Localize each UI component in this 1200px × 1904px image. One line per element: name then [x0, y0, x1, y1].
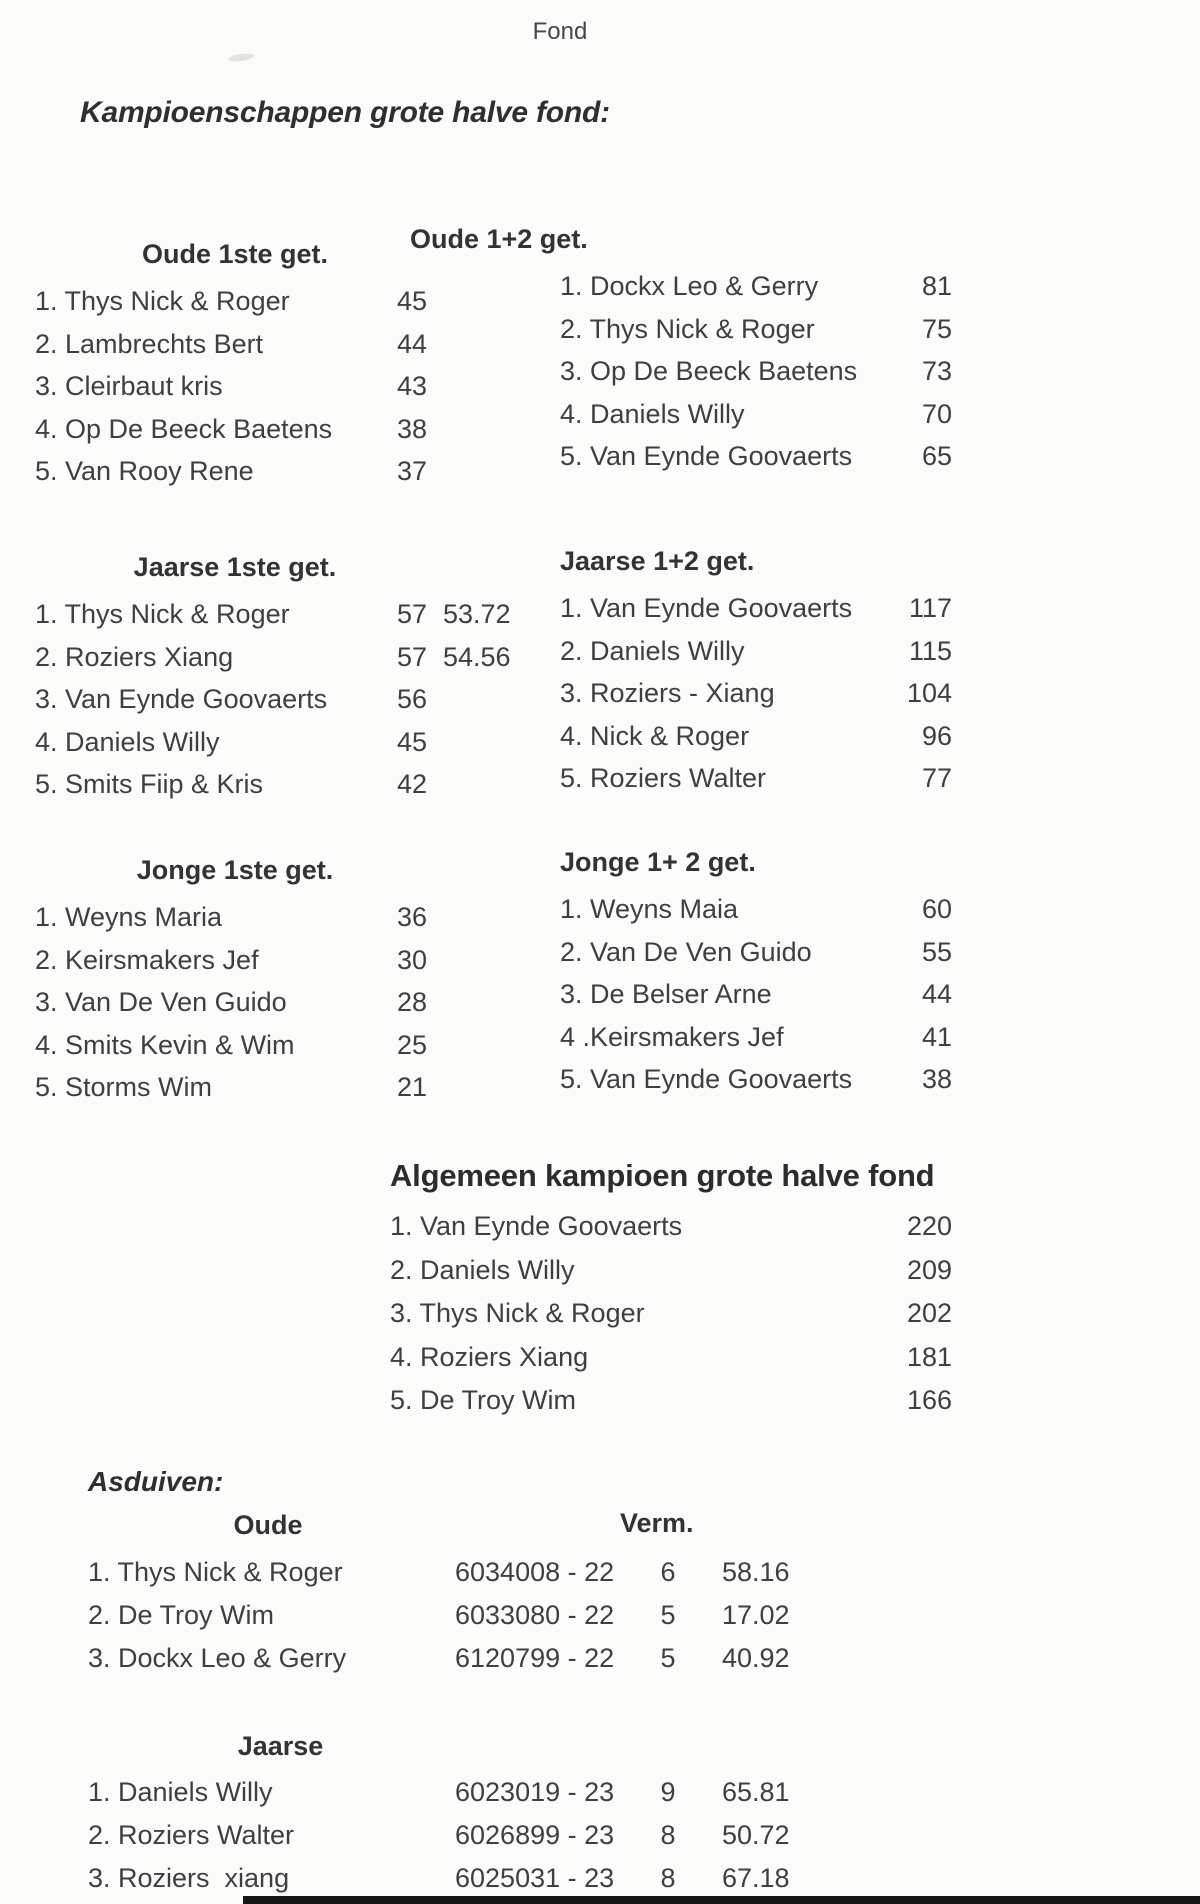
result-list	[35, 593, 515, 806]
rank-and-name: 3. Thys Nick & Roger	[390, 1298, 645, 1328]
result-row	[390, 1379, 952, 1423]
rank-and-name: 2. Daniels Willy	[390, 1254, 575, 1285]
points-value: 57	[396, 641, 427, 672]
coefficient-value: 67.18	[722, 1863, 790, 1893]
rank-and-name: 2. Lambrechts Bert	[35, 328, 264, 359]
rank-and-name: 5. Van Eynde Goovaerts	[560, 1064, 853, 1094]
asduif-row	[88, 1594, 928, 1637]
championship-section-jaarse-1plus2	[560, 540, 952, 800]
result-row	[560, 888, 952, 931]
rank-and-name: 3. Roziers - Xiang	[560, 678, 775, 708]
verm-count: 8	[660, 1863, 676, 1893]
rank-and-name: 4. Smits Kevin & Wim	[35, 1029, 295, 1060]
asduiven-title: Asduiven:	[88, 1466, 224, 1497]
points-value: 44	[921, 979, 952, 1009]
result-row	[390, 1205, 952, 1249]
rank-and-name: 2. Roziers Walter	[88, 1820, 295, 1850]
rank-and-name: 3. Roziers xiang	[88, 1863, 290, 1893]
ring-number: 6033080 - 22	[455, 1600, 615, 1630]
result-row	[35, 365, 515, 408]
rank-and-name: 4. Daniels Willy	[560, 398, 745, 429]
coefficient-value: 50.72	[722, 1820, 790, 1850]
verm-column-header: Verm.	[620, 1508, 694, 1538]
result-row	[35, 721, 515, 764]
rank-and-name: 1. Thys Nick & Roger	[88, 1557, 343, 1587]
ring-number: 6120799 - 22	[455, 1643, 615, 1673]
section-heading: Jaarse 1ste get.	[133, 552, 337, 582]
result-row	[390, 1336, 952, 1380]
points-value: 117	[908, 593, 952, 623]
result-row	[35, 408, 515, 451]
ring-number: 6025031 - 23	[455, 1863, 615, 1893]
result-row	[35, 678, 515, 721]
asduif-row	[88, 1857, 928, 1900]
result-row	[560, 931, 952, 974]
verm-count: 6	[660, 1557, 676, 1587]
points-value: 44	[396, 328, 427, 359]
points-value: 38	[396, 413, 427, 444]
points-value: 65	[921, 441, 952, 471]
result-list	[390, 1205, 952, 1423]
section-heading: Jonge 1+ 2 get.	[560, 847, 756, 877]
rank-and-name: 4. Nick & Roger	[560, 720, 750, 751]
rank-and-name: 4. Roziers Xiang	[390, 1341, 589, 1372]
result-row	[560, 672, 952, 715]
coefficient-value: 53.72	[443, 599, 511, 629]
rank-and-name: 2. Keirsmakers Jef	[35, 944, 259, 975]
rank-and-name: 5. De Troy Wim	[390, 1385, 577, 1415]
result-row	[35, 450, 515, 493]
points-value: 45	[396, 286, 427, 316]
rank-and-name: 2. Van De Ven Guido	[560, 936, 812, 967]
verm-count: 5	[660, 1600, 676, 1630]
result-list	[560, 265, 952, 478]
rank-and-name: 5. Roziers Walter	[560, 763, 767, 793]
rank-and-name: 1. Thys Nick & Roger	[35, 286, 290, 316]
page-title: Kampioenschappen grote halve fond:	[80, 96, 610, 129]
points-value: 209	[906, 1254, 952, 1285]
ring-number: 6034008 - 22	[455, 1557, 615, 1587]
result-row	[560, 265, 952, 308]
page-header-label: Fond	[532, 18, 588, 45]
result-row	[560, 1058, 952, 1101]
rank-and-name: 5. Smits Fiip & Kris	[35, 769, 264, 799]
result-row	[35, 981, 515, 1024]
points-value: 181	[906, 1341, 952, 1372]
result-row	[560, 630, 952, 673]
rank-and-name: 1. Daniels Willy	[88, 1777, 273, 1807]
age-group-heading-oude: Oude	[233, 1510, 303, 1540]
points-value: 28	[396, 987, 427, 1017]
points-value: 36	[396, 902, 427, 932]
championship-section-jaarse-1ste	[35, 546, 515, 806]
asduif-row	[88, 1814, 928, 1857]
rank-and-name: 5. Van Eynde Goovaerts	[560, 441, 853, 471]
points-value: 202	[906, 1298, 952, 1328]
coefficient-value: 17.02	[722, 1600, 790, 1630]
points-value: 77	[921, 763, 952, 793]
ring-number: 6023019 - 23	[455, 1777, 615, 1807]
result-row	[35, 1066, 515, 1109]
championship-section-oude-1ste	[35, 233, 515, 493]
points-value: 42	[396, 769, 427, 799]
verm-count: 5	[660, 1643, 676, 1673]
scan-smudge-artifact	[228, 52, 255, 63]
rank-and-name: 1. Van Eynde Goovaerts	[560, 593, 853, 623]
rank-and-name: 3. Van De Ven Guido	[35, 987, 287, 1017]
points-value: 81	[921, 271, 952, 301]
coefficient-value: 54.56	[443, 641, 511, 672]
result-row	[560, 757, 952, 800]
result-row	[35, 1024, 515, 1067]
rank-and-name: 1. Thys Nick & Roger	[35, 599, 290, 629]
coefficient-value: 65.81	[722, 1777, 790, 1807]
rank-and-name: 4. Op De Beeck Baetens	[35, 413, 333, 444]
result-list	[560, 888, 952, 1101]
points-value: 220	[906, 1211, 952, 1241]
rank-and-name: 2. De Troy Wim	[88, 1600, 275, 1630]
rank-and-name: 1. Dockx Leo & Gerry	[560, 271, 819, 301]
rank-and-name: 3. Dockx Leo & Gerry	[88, 1643, 347, 1673]
result-row	[35, 763, 515, 806]
result-row	[35, 636, 515, 679]
asduif-row	[88, 1771, 928, 1814]
scan-edge-artifact	[243, 1896, 1200, 1904]
section-heading: Oude 1ste get.	[141, 239, 329, 269]
result-row	[390, 1249, 952, 1293]
result-row	[35, 939, 515, 982]
rank-and-name: 4. Daniels Willy	[35, 726, 220, 757]
rank-and-name: 2. Roziers Xiang	[35, 641, 234, 672]
result-row	[35, 323, 515, 366]
points-value: 43	[396, 371, 427, 401]
points-value: 57	[396, 599, 427, 629]
rank-and-name: 5. Van Rooy Rene	[35, 456, 254, 486]
result-list	[560, 587, 952, 800]
rank-and-name: 3. Van Eynde Goovaerts	[35, 684, 328, 714]
championship-section-jonge-1ste	[35, 849, 515, 1109]
points-value: 73	[921, 356, 952, 386]
result-row	[560, 308, 952, 351]
overall-champion-section	[390, 1152, 952, 1423]
coefficient-value: 58.16	[722, 1557, 790, 1587]
rank-and-name: 1. Van Eynde Goovaerts	[390, 1211, 683, 1241]
asduiven-list-oude	[88, 1551, 928, 1680]
asduif-row	[88, 1637, 928, 1680]
result-row	[560, 587, 952, 630]
age-group-heading-jaarse: Jaarse	[237, 1731, 324, 1761]
result-list	[35, 280, 515, 493]
section-heading: Oude 1+2 get.	[410, 224, 588, 254]
points-value: 30	[396, 944, 427, 975]
points-value: 38	[921, 1064, 952, 1094]
rank-and-name: 1. Weyns Maia	[560, 894, 739, 924]
coefficient-value: 40.92	[722, 1643, 790, 1673]
rank-and-name: 2. Thys Nick & Roger	[560, 313, 815, 344]
championship-section-jonge-1plus2	[560, 841, 952, 1101]
result-row	[560, 350, 952, 393]
rank-and-name: 3. Op De Beeck Baetens	[560, 356, 858, 386]
result-row	[35, 896, 515, 939]
asduif-row	[88, 1551, 928, 1594]
rank-and-name: 5. Storms Wim	[35, 1072, 213, 1102]
result-row	[560, 435, 952, 478]
points-value: 37	[396, 456, 427, 486]
points-value: 115	[908, 635, 952, 666]
points-value: 60	[921, 894, 952, 924]
points-value: 166	[906, 1385, 952, 1415]
result-row	[560, 393, 952, 436]
points-value: 75	[921, 313, 952, 344]
overall-champion-heading: Algemeen kampioen grote halve fond	[390, 1158, 935, 1193]
points-value: 45	[396, 726, 427, 757]
result-list	[35, 896, 515, 1109]
rank-and-name: 2. Daniels Willy	[560, 635, 745, 666]
points-value: 55	[921, 936, 952, 967]
result-row	[390, 1292, 952, 1336]
rank-and-name: 1. Weyns Maria	[35, 902, 223, 932]
result-row	[35, 593, 515, 636]
points-value: 41	[921, 1021, 952, 1052]
rank-and-name: 3. Cleirbaut kris	[35, 371, 223, 401]
section-heading: Jonge 1ste get.	[136, 855, 334, 885]
points-value: 21	[396, 1072, 427, 1102]
verm-count: 9	[660, 1777, 676, 1807]
result-row	[35, 280, 515, 323]
result-row	[560, 1016, 952, 1059]
asduiven-list-jaarse	[88, 1771, 928, 1900]
points-value: 96	[921, 720, 952, 751]
points-value: 104	[906, 678, 952, 708]
points-value: 25	[396, 1029, 427, 1060]
rank-and-name: 4 .Keirsmakers Jef	[560, 1021, 784, 1052]
points-value: 70	[921, 398, 952, 429]
result-row	[560, 973, 952, 1016]
points-value: 56	[396, 684, 427, 714]
ring-number: 6026899 - 23	[455, 1820, 615, 1850]
rank-and-name: 3. De Belser Arne	[560, 979, 772, 1009]
result-row	[560, 715, 952, 758]
verm-count: 8	[660, 1820, 676, 1850]
section-heading: Jaarse 1+2 get.	[560, 546, 755, 576]
